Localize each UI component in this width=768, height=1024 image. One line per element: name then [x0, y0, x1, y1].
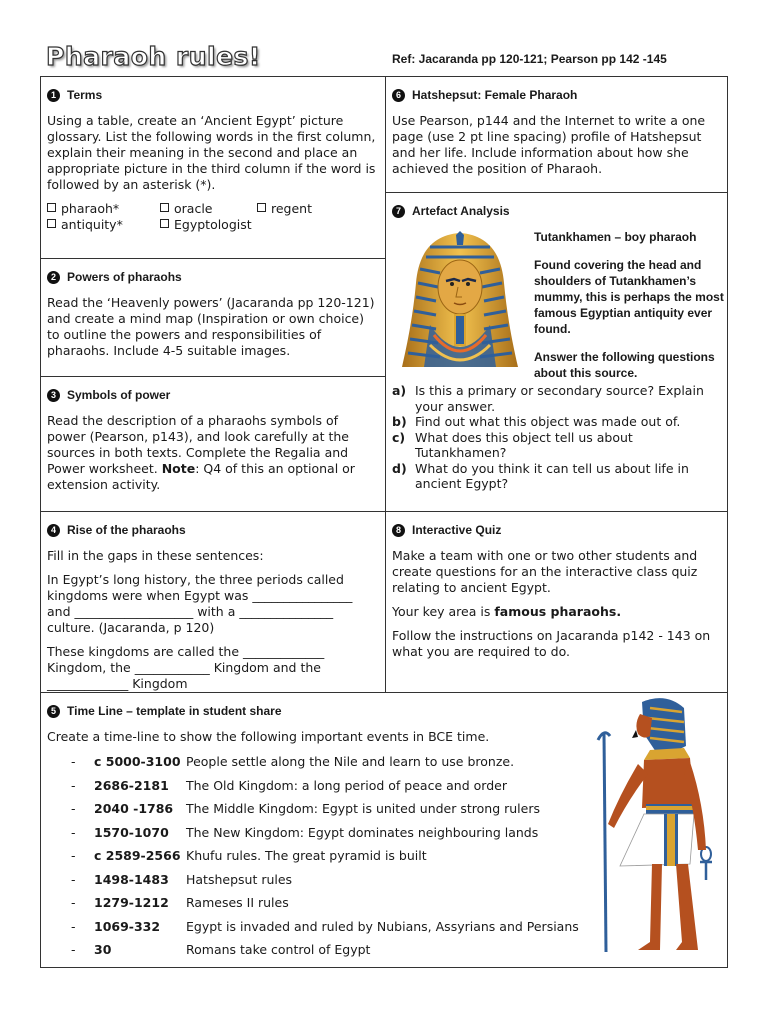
section-heading: Time Line – template in student share [67, 704, 282, 718]
section-heading: Interactive Quiz [412, 523, 502, 537]
caption-prompt: Answer the following questions about this source. [534, 350, 715, 380]
question-item: b) Find out what this object was made out of. [392, 414, 681, 429]
section-number: 6 [392, 89, 405, 102]
section-number: 2 [47, 271, 60, 284]
timeline-row: - 1279-1212 Rameses II rules [71, 895, 289, 911]
caption-title: Tutankhamen – boy pharaoh [534, 230, 697, 244]
rise-intro: Fill in the gaps in these sentences: [47, 548, 264, 563]
section-number: 3 [47, 389, 60, 402]
checkbox-icon [47, 219, 56, 228]
section-heading: Powers of pharaohs [67, 270, 182, 284]
question-item: a) Is this a primary or secondary source? Explain your answer. [392, 383, 704, 414]
question-item: c) What does this object tell us about Tutankhamen? [392, 429, 633, 460]
rise-heading [47, 523, 379, 537]
section-number: 7 [392, 205, 405, 218]
timeline-row: - 2040 -1786 The Middle Kingdom: Egypt is united under strong rulers [71, 801, 540, 817]
timeline-row: - 1069-332 Egypt is invaded and ruled by Nubians, Assyrians and Persians [71, 918, 579, 934]
question-item: d) What do you think it can tell us about life in ancient Egypt? [392, 460, 689, 491]
hatshepsut-heading [392, 88, 721, 102]
terms-word-list [47, 201, 379, 233]
note-label: Note [161, 461, 196, 476]
hatshepsut-body: Use Pearson, p144 and the Internet to write a one page (use 2 pt line spacing) profile of Hatshepsut and her life. Include information about how she achieved the position of Pharaoh. [392, 113, 706, 176]
artefact-caption [534, 229, 724, 393]
section-number: 8 [392, 524, 405, 537]
powers-body: Read the ‘Heavenly powers’ (Jacaranda pp 120-121) and create a mind map (Inspiration or own choice) to outline the powers and responsibilities of pharaohs. Include 4-5 suitable images. [47, 295, 375, 358]
section-number: 4 [47, 524, 60, 537]
symbols-cell [41, 376, 385, 511]
section-heading: Terms [67, 88, 103, 102]
word-item: oracle [160, 201, 257, 217]
page-title: Pharaoh rules! [46, 42, 261, 71]
pharaoh-figure-image [590, 694, 720, 962]
word-item: antiquity* [47, 217, 160, 233]
quiz-cell [385, 511, 727, 692]
rise-sentence-1: In Egypt’s long history, the three periods called kingdoms were when Egypt was ________________ and ___________________ with a _______________ culture. (Jacaranda, p 120) [47, 572, 353, 635]
rise-cell [41, 511, 385, 692]
word-item: regent [257, 201, 312, 217]
checkbox-icon [160, 203, 169, 212]
rise-sentence-2: These kingdoms are called the _____________ Kingdom, the ____________ Kingdom and the _____________ Kingdom [47, 644, 325, 691]
section-number: 1 [47, 89, 60, 102]
word-item: Egyptologist [160, 217, 252, 233]
timeline-row: - 30 Romans take control of Egypt [71, 942, 371, 958]
artefact-questions [392, 383, 722, 492]
section-heading: Hatshepsut: Female Pharaoh [412, 88, 578, 102]
section-heading: Symbols of power [67, 388, 171, 402]
quiz-instructions: Follow the instructions on Jacaranda p142 - 143 on what you are required to do. [392, 628, 711, 659]
timeline-row: - c 5000-3100 People settle along the Nile and learn to use bronze. [71, 754, 515, 770]
checkbox-icon [257, 203, 266, 212]
symbols-body: Read the description of a pharaohs symbols of power (Pearson, p143), and look carefully at the sources in both texts. Complete the Regalia and Power worksheet. Note: Q4 of this an optional or extension activity. [47, 413, 355, 492]
reference-line: Ref: Jacaranda pp 120-121; Pearson pp 142 -145 [392, 52, 667, 66]
checkbox-icon [160, 219, 169, 228]
powers-heading [47, 270, 379, 284]
timeline-row: - 1498-1483 Hatshepsut rules [71, 871, 293, 887]
artefact-heading [392, 204, 721, 218]
quiz-body: Make a team with one or two other students and create questions for an the interactive class quiz relating to ancient Egypt. [392, 548, 698, 595]
timeline-row: - 1570-1070 The New Kingdom: Egypt dominates neighbouring lands [71, 824, 539, 840]
powers-cell [41, 258, 385, 376]
quiz-key-area: Your key area is famous pharaohs. [392, 604, 622, 619]
timeline-intro: Create a time-line to show the following important events in BCE time. [47, 729, 490, 744]
artefact-cell [385, 192, 727, 511]
section-heading: Rise of the pharaohs [67, 523, 186, 537]
section-number: 5 [47, 705, 60, 718]
symbols-heading [47, 388, 379, 402]
checkbox-icon [47, 203, 56, 212]
tutankhamen-mask-image [400, 229, 520, 371]
hatshepsut-cell [385, 77, 727, 192]
terms-cell [41, 77, 385, 258]
terms-body: Using a table, create an ‘Ancient Egypt’ picture glossary. List the following words in the first column, explain their meaning in the second and place an appropriate picture in the third column if the word is followed by an asterisk (*). [47, 113, 376, 192]
section-heading: Artefact Analysis [412, 204, 510, 218]
caption-description: Found covering the head and shoulders of Tutankhamen’s mummy, this is perhaps the most famous Egyptian antiquity ever found. [534, 258, 724, 336]
terms-heading [47, 88, 379, 102]
word-item: pharaoh* [47, 201, 160, 217]
timeline-row: - c 2589-2566 Khufu rules. The great pyramid is built [71, 848, 427, 864]
timeline-row: - 2686-2181 The Old Kingdom: a long period of peace and order [71, 777, 507, 793]
quiz-heading [392, 523, 721, 537]
